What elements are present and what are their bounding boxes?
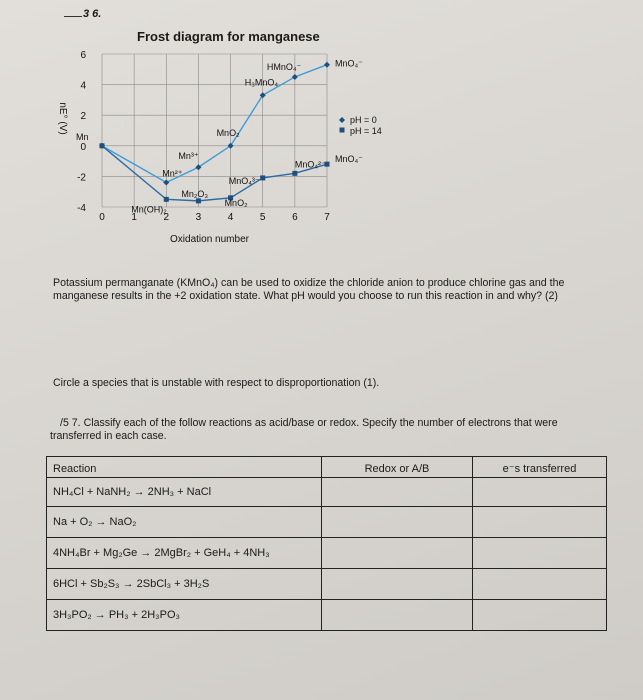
electrons-cell[interactable] (473, 569, 607, 600)
legend-label-ph14: pH = 14 (350, 126, 382, 136)
electrons-cell[interactable] (473, 478, 607, 507)
data-point-ph14 (292, 171, 297, 176)
species-label: MnO₄²⁻ (294, 159, 326, 170)
legend-label-ph0: pH = 0 (350, 115, 377, 125)
data-point-ph14 (260, 175, 265, 180)
reaction-cell: 4NH₄Br + Mg₂Ge → 2MgBr₂ + GeH₄ + 4NH₃ (47, 538, 322, 569)
reaction-cell: NH₄Cl + NaNH₂ → 2NH₃ + NaCl (47, 478, 322, 507)
reactions-table (46, 456, 607, 631)
header-electrons: e⁻s transferred (473, 457, 607, 478)
data-point-ph0 (163, 180, 169, 186)
species-label: HMnO₄⁻ (266, 61, 302, 72)
question-7-text (50, 417, 610, 443)
redox-ab-cell[interactable] (322, 478, 473, 507)
species-label: MnO₄³⁻ (228, 175, 260, 186)
x-tick-label: 4 (227, 212, 234, 223)
redox-ab-cell[interactable] (322, 569, 473, 600)
species-label: MnO₄⁻ (335, 154, 363, 165)
x-tick-label: 3 (195, 212, 202, 223)
species-label: Mn₂O₃ (181, 188, 209, 199)
species-label: Mn²⁺ (162, 168, 183, 179)
question-6b-text: Circle a species that is unstable with respect to disproportionation (1). (53, 377, 380, 389)
data-point-ph14 (164, 197, 169, 202)
y-tick-label: 2 (80, 111, 86, 123)
species-label: Mn(OH)₂ (131, 204, 167, 215)
y-axis-label: nE° (V) (57, 102, 68, 135)
data-point-ph14 (196, 198, 201, 203)
species-label: MnO₂ (216, 127, 240, 138)
redox-ab-cell[interactable] (322, 600, 473, 631)
table-row (47, 507, 607, 538)
score-blank (64, 16, 82, 17)
table-row (47, 569, 607, 600)
reaction-cell: 6HCl + Sb₂S₃ → 2SbCl₃ + 3H₂S (47, 569, 322, 600)
reaction-cell: 3H₃PO₂ → PH₃ + 2H₃PO₃ (47, 600, 322, 631)
species-label: MnO₂ (224, 197, 248, 208)
chart-title: Frost diagram for manganese (137, 29, 320, 44)
table-row (47, 538, 607, 569)
table-row (47, 600, 607, 631)
species-label: MnO₄⁻ (335, 58, 363, 69)
species-label: Mn³⁺ (178, 151, 199, 162)
legend-marker-ph14 (340, 128, 345, 133)
legend-marker-ph0 (339, 117, 345, 123)
reaction-cell: Na + O₂ → NaO₂ (47, 507, 322, 538)
x-tick-label: 5 (259, 212, 266, 223)
question-score (64, 8, 101, 20)
y-tick-label: -2 (77, 172, 86, 184)
x-tick-label: 6 (292, 212, 298, 223)
question-number: 3 6. (83, 8, 102, 20)
question-7-prompt: Classify each of the follow reactions as acid/base or redox. Specify the number of electrons that were transferred in each case. (50, 417, 558, 442)
series-line-ph0 (102, 65, 327, 183)
question-7-score: /5 7. (60, 417, 81, 429)
y-tick-label: 0 (80, 141, 86, 153)
data-point-ph14 (100, 143, 105, 148)
x-tick-label: 2 (163, 212, 170, 223)
header-redox-ab: Redox or A/B (322, 457, 473, 478)
electrons-cell[interactable] (473, 507, 607, 538)
species-label: H₃MnO₄ (244, 77, 279, 88)
x-tick-label: 1 (131, 212, 137, 223)
table-header-row (47, 457, 607, 478)
question-6-text: Potassium permanganate (KMnO₄) can be used to oxidize the chloride anion to produce chlorine gas and the manganese results in the +2 oxidation state. What pH would you choose to run this reaction in and why? (2) (53, 277, 565, 302)
data-point-ph0 (324, 62, 330, 68)
data-point-ph0 (292, 74, 298, 80)
electrons-cell[interactable] (473, 600, 607, 631)
redox-ab-cell[interactable] (322, 538, 473, 569)
frost-diagram-chart (40, 44, 400, 254)
species-label: Mn (76, 131, 89, 142)
electrons-cell[interactable] (473, 538, 607, 569)
y-tick-label: 4 (80, 80, 86, 92)
y-tick-label: 6 (80, 50, 86, 61)
x-axis-label: Oxidation number (170, 234, 249, 245)
redox-ab-cell[interactable] (322, 507, 473, 538)
x-tick-label: 0 (99, 212, 105, 223)
header-reaction: Reaction (47, 457, 322, 478)
y-tick-label: -4 (77, 203, 86, 214)
x-tick-label: 7 (324, 212, 330, 223)
table-row (47, 478, 607, 507)
